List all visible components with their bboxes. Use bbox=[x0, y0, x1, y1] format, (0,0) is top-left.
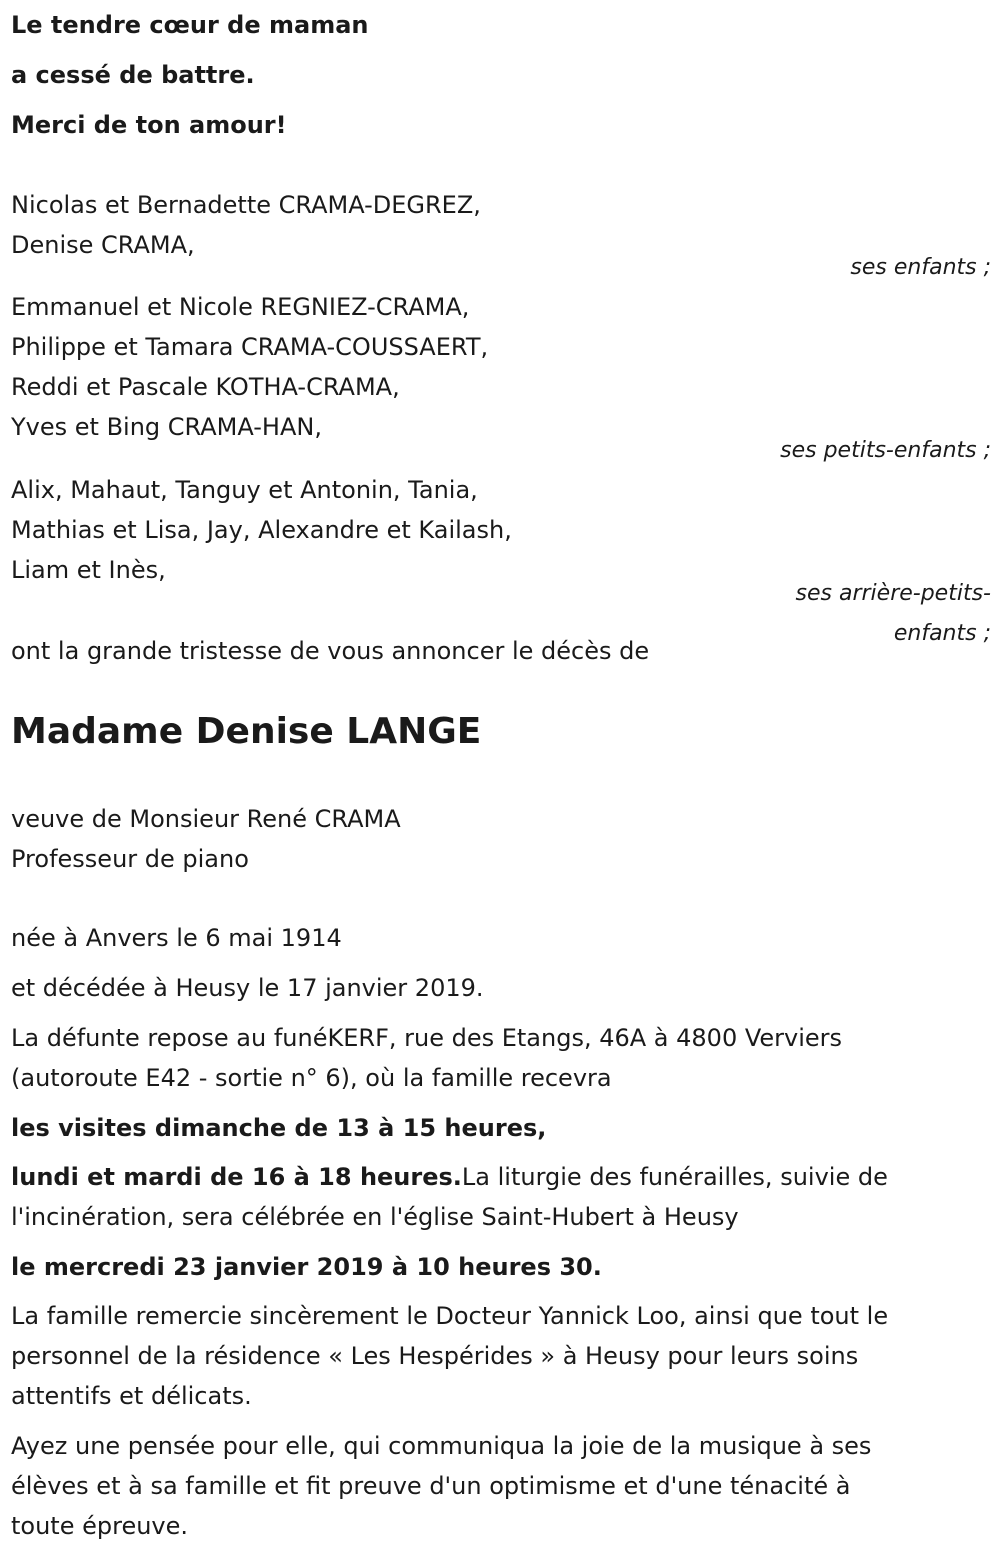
children-name-1: Nicolas et Bernadette CRAMA-DEGREZ, bbox=[11, 191, 481, 219]
grandchildren-name-1: Emmanuel et Nicole REGNIEZ-CRAMA, bbox=[11, 293, 470, 321]
closing-line-3: toute épreuve. bbox=[11, 1512, 189, 1540]
profession: Professeur de piano bbox=[11, 845, 249, 873]
great-grandchildren-name-3: Liam et Inès, bbox=[11, 556, 166, 584]
great-grandchildren-label-1: ses arrière-petits- bbox=[795, 581, 991, 606]
widow-of: veuve de Monsieur René CRAMA bbox=[11, 805, 401, 833]
grandchildren-label: ses petits-enfants ; bbox=[780, 438, 991, 463]
great-grandchildren-name-2: Mathias et Lisa, Jay, Alexandre et Kailash, bbox=[11, 516, 512, 544]
grandchildren-name-2: Philippe et Tamara CRAMA-COUSSAERT, bbox=[11, 333, 489, 361]
great-grandchildren-name-1: Alix, Mahaut, Tanguy et Antonin, Tania, bbox=[11, 476, 478, 504]
children-name-2: Denise CRAMA, bbox=[11, 231, 195, 259]
intro-line-2: a cessé de battre. bbox=[11, 61, 255, 89]
visits-weekdays-line bbox=[11, 1157, 888, 1197]
ceremony-date: le mercredi 23 janvier 2019 à 10 heures 30. bbox=[11, 1253, 602, 1281]
children-label: ses enfants ; bbox=[850, 255, 991, 280]
deceased-name: Madame Denise LANGE bbox=[11, 711, 482, 752]
repose-line-2: (autoroute E42 - sortie n° 6), où la famille recevra bbox=[11, 1064, 612, 1092]
thanks-line-2: personnel de la résidence « Les Hespérides » à Heusy pour leurs soins bbox=[11, 1342, 859, 1370]
closing-line-1: Ayez une pensée pour elle, qui communiqua la joie de la musique à ses bbox=[11, 1432, 872, 1460]
liturgy-location: l'incinération, sera célébrée en l'église Saint-Hubert à Heusy bbox=[11, 1203, 739, 1231]
repose-line-1: La défunte repose au funéKERF, rue des Etangs, 46A à 4800 Verviers bbox=[11, 1024, 843, 1052]
birth-info: née à Anvers le 6 mai 1914 bbox=[11, 924, 342, 952]
thanks-line-1: La famille remercie sincèrement le Docteur Yannick Loo, ainsi que tout le bbox=[11, 1302, 889, 1330]
thanks-line-3: attentifs et délicats. bbox=[11, 1382, 252, 1410]
announcement-text: ont la grande tristesse de vous annoncer le décès de bbox=[11, 637, 650, 665]
grandchildren-name-3: Reddi et Pascale KOTHA-CRAMA, bbox=[11, 373, 400, 401]
grandchildren-name-4: Yves et Bing CRAMA-HAN, bbox=[11, 413, 322, 441]
death-info: et décédée à Heusy le 17 janvier 2019. bbox=[11, 974, 484, 1002]
closing-line-2: élèves et à sa famille et fit preuve d'un optimisme et d'une ténacité à bbox=[11, 1472, 851, 1500]
visits-sunday: les visites dimanche de 13 à 15 heures, bbox=[11, 1114, 547, 1142]
intro-line-3: Merci de ton amour! bbox=[11, 111, 287, 139]
great-grandchildren-label-2: enfants ; bbox=[893, 621, 991, 646]
visits-weekdays: lundi et mardi de 16 à 18 heures. bbox=[11, 1163, 462, 1191]
liturgy-intro: La liturgie des funérailles, suivie de bbox=[461, 1163, 888, 1191]
intro-line-1: Le tendre cœur de maman bbox=[11, 11, 369, 39]
